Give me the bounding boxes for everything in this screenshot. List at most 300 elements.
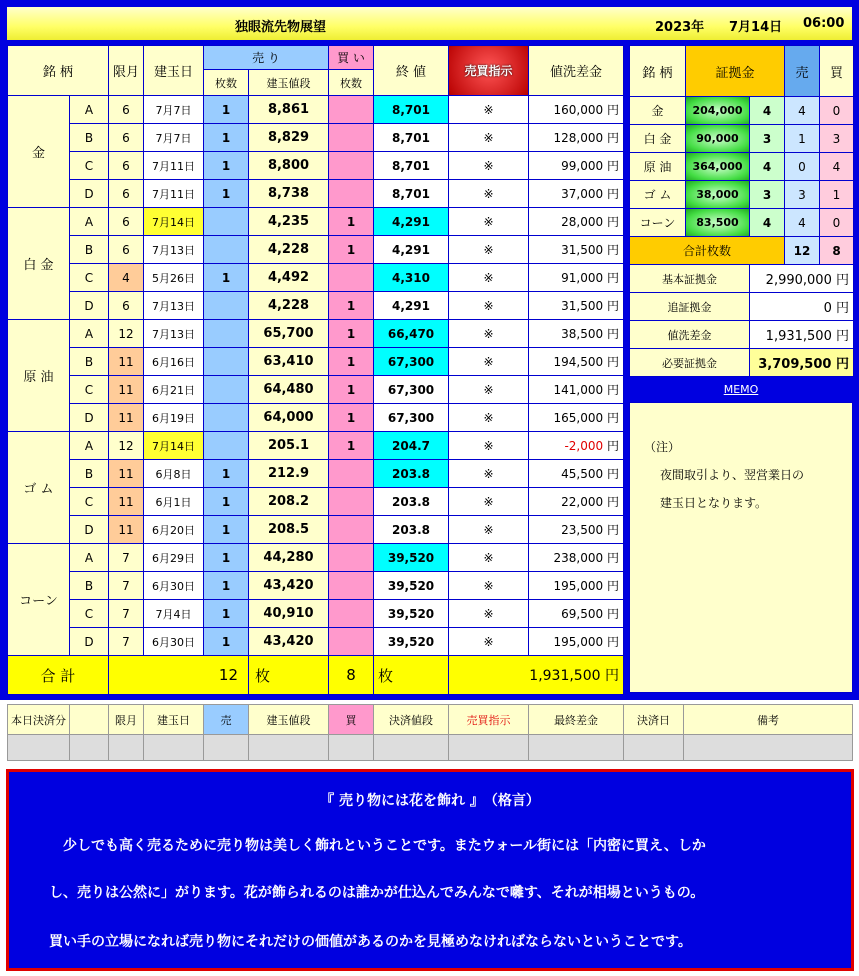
sell-qty-cell — [204, 208, 249, 236]
settlement-header: 買 — [329, 705, 374, 735]
slot-label: A — [70, 208, 109, 236]
gengetsu-cell: 6 — [109, 152, 144, 180]
positions-table — [7, 45, 624, 695]
yen-unit: 円 — [835, 357, 849, 372]
settlement-cell[interactable] — [249, 735, 329, 761]
gengetsu-cell: 11 — [109, 376, 144, 404]
gengetsu-cell: 7 — [109, 628, 144, 656]
price-cell: 65,700 — [249, 320, 329, 348]
sell-qty-cell — [204, 236, 249, 264]
side-count: 4 — [750, 153, 785, 181]
close-cell: 203.8 — [374, 488, 449, 516]
slot-label: B — [70, 460, 109, 488]
tategyokubi-cell: 7月7日 — [144, 124, 204, 152]
gengetsu-cell: 4 — [109, 264, 144, 292]
table-row — [8, 292, 624, 320]
table-row — [8, 376, 624, 404]
settlement-cell[interactable] — [624, 735, 684, 761]
side-commodity: ゴ ム — [630, 181, 686, 209]
col-header-maisu-sell: 枚数 — [204, 70, 249, 96]
side-header-uri: 売 — [785, 46, 820, 97]
gengetsu-cell: 7 — [109, 544, 144, 572]
col-header-tategyokubi: 建玉日 — [144, 46, 204, 96]
table-row — [8, 404, 624, 432]
yen-unit: 円 — [606, 411, 619, 425]
title-bar — [7, 7, 852, 40]
slot-label: D — [70, 516, 109, 544]
gengetsu-cell: 6 — [109, 124, 144, 152]
side-total-label: 合計枚数 — [630, 237, 785, 265]
tategyokubi-cell: 7月13日 — [144, 236, 204, 264]
sell-qty-cell: 1 — [204, 264, 249, 292]
gengetsu-cell: 7 — [109, 600, 144, 628]
kihon-label: 基本証拠金 — [630, 265, 750, 293]
side-margin-amount: 38,000 — [686, 181, 750, 209]
nearai-cell: 38,500 — [561, 327, 604, 341]
instruction-cell: ※ — [449, 292, 529, 320]
yen-unit: 円 — [835, 273, 849, 288]
slot-label: B — [70, 124, 109, 152]
nearai-cell: 160,000 — [553, 103, 604, 117]
memo-link[interactable]: MEMO — [723, 383, 759, 396]
buy-qty-cell: 1 — [329, 208, 374, 236]
sell-qty-cell — [204, 404, 249, 432]
col-header-owarine: 終 値 — [374, 46, 449, 96]
side-commodity: 原 油 — [630, 153, 686, 181]
yen-unit: 円 — [606, 215, 619, 229]
table-row — [8, 96, 624, 124]
sell-qty-cell: 1 — [204, 600, 249, 628]
sell-qty-cell: 1 — [204, 96, 249, 124]
side-row — [630, 181, 854, 209]
yen-unit: 円 — [606, 327, 619, 341]
yen-unit: 円 — [606, 131, 619, 145]
table-row — [8, 572, 624, 600]
gengetsu-cell: 11 — [109, 516, 144, 544]
instruction-cell: ※ — [449, 208, 529, 236]
slot-label: D — [70, 180, 109, 208]
sell-qty-cell — [204, 376, 249, 404]
side-sell: 3 — [785, 181, 820, 209]
nearai-cell: 194,500 — [553, 355, 604, 369]
settlement-cell[interactable] — [684, 735, 853, 761]
yen-unit: 円 — [606, 299, 619, 313]
price-cell: 212.9 — [249, 460, 329, 488]
table-row — [8, 152, 624, 180]
table-row — [8, 600, 624, 628]
slot-label: C — [70, 264, 109, 292]
tategyokubi-cell: 6月30日 — [144, 572, 204, 600]
proverb-box — [6, 769, 854, 971]
buy-qty-cell — [329, 124, 374, 152]
gengetsu-cell: 6 — [109, 180, 144, 208]
tategyokubi-cell: 6月21日 — [144, 376, 204, 404]
gengetsu-cell: 12 — [109, 320, 144, 348]
settlement-header: 限月 — [109, 705, 144, 735]
memo-line-1: 夜間取引より、翌営業日の — [660, 468, 805, 482]
col-header-uri: 売 り — [204, 46, 329, 70]
settlement-cell[interactable] — [529, 735, 624, 761]
nearai-value: 1,931,500 — [765, 329, 832, 344]
side-total-buy: 8 — [820, 237, 854, 265]
yen-unit: 円 — [835, 301, 849, 316]
tsui-label: 追証拠金 — [630, 293, 750, 321]
total-amount: 1,931,500 — [529, 668, 601, 684]
tsui-value: 0 — [823, 301, 832, 316]
settlement-cell[interactable] — [329, 735, 374, 761]
price-cell: 63,410 — [249, 348, 329, 376]
instruction-cell: ※ — [449, 124, 529, 152]
tategyokubi-cell: 7月7日 — [144, 96, 204, 124]
table-row — [8, 516, 624, 544]
slot-label: C — [70, 152, 109, 180]
gengetsu-cell: 7 — [109, 572, 144, 600]
buy-qty-cell — [329, 572, 374, 600]
tategyokubi-cell: 7月11日 — [144, 180, 204, 208]
slot-label: A — [70, 432, 109, 460]
yen-unit: 円 — [606, 523, 619, 537]
tategyokubi-cell: 6月16日 — [144, 348, 204, 376]
close-cell: 39,520 — [374, 572, 449, 600]
price-cell: 4,492 — [249, 264, 329, 292]
gengetsu-cell: 6 — [109, 208, 144, 236]
slot-label: A — [70, 96, 109, 124]
buy-qty-cell: 1 — [329, 348, 374, 376]
col-header-meigara: 銘 柄 — [8, 46, 109, 96]
side-header-shokokin: 証拠金 — [686, 46, 785, 97]
proverb-line-1: 少しでも高く売るために売り物は美しく飾れということです。またウォール街には「内密に買え、しか — [63, 838, 706, 854]
price-cell: 205.1 — [249, 432, 329, 460]
table-row — [8, 264, 624, 292]
buy-qty-cell: 1 — [329, 432, 374, 460]
nearai-cell: 45,500 — [561, 467, 604, 481]
close-cell: 8,701 — [374, 124, 449, 152]
memo-note-label: （注） — [644, 440, 681, 454]
settlement-header: 建玉値段 — [249, 705, 329, 735]
gengetsu-cell: 6 — [109, 292, 144, 320]
sell-qty-cell: 1 — [204, 572, 249, 600]
instruction-cell: ※ — [449, 544, 529, 572]
settlement-header: 売買指示 — [449, 705, 529, 735]
side-sell: 0 — [785, 153, 820, 181]
side-buy: 1 — [820, 181, 854, 209]
sell-qty-cell: 1 — [204, 488, 249, 516]
slot-label: D — [70, 404, 109, 432]
side-total-sell: 12 — [785, 237, 820, 265]
memo-box — [629, 402, 853, 693]
hitsuyo-value: 3,709,500 — [758, 357, 832, 372]
page-title: 独眼流先物展望 — [235, 20, 327, 35]
instruction-cell: ※ — [449, 96, 529, 124]
total-buy-unit: 枚 — [374, 656, 449, 695]
gengetsu-cell: 11 — [109, 488, 144, 516]
col-header-tategyoku-nedan: 建玉値段 — [249, 70, 329, 96]
slot-label: B — [70, 348, 109, 376]
price-cell: 208.2 — [249, 488, 329, 516]
yen-unit: 円 — [606, 579, 619, 593]
nearai-cell: 91,000 — [561, 271, 604, 285]
yen-unit: 円 — [606, 187, 619, 201]
header-year: 2023年 — [655, 20, 705, 35]
tategyokubi-cell: 7月11日 — [144, 152, 204, 180]
side-row — [630, 153, 854, 181]
close-cell: 8,701 — [374, 152, 449, 180]
col-header-kai: 買 い — [329, 46, 374, 70]
close-cell: 8,701 — [374, 180, 449, 208]
sell-qty-cell — [204, 292, 249, 320]
slot-label: A — [70, 320, 109, 348]
sell-qty-cell: 1 — [204, 544, 249, 572]
commodity-name: ゴ ム — [8, 432, 70, 544]
slot-label: C — [70, 600, 109, 628]
side-sell: 1 — [785, 125, 820, 153]
close-cell: 67,300 — [374, 404, 449, 432]
settlement-cell[interactable] — [204, 735, 249, 761]
yen-unit: 円 — [606, 271, 619, 285]
instruction-cell: ※ — [449, 236, 529, 264]
close-cell: 4,310 — [374, 264, 449, 292]
buy-qty-cell: 1 — [329, 404, 374, 432]
sell-qty-cell: 1 — [204, 152, 249, 180]
tategyokubi-cell: 7月13日 — [144, 292, 204, 320]
yen-unit: 円 — [606, 159, 619, 173]
table-row — [8, 488, 624, 516]
gengetsu-cell: 11 — [109, 404, 144, 432]
memo-line-2: 建玉日となります。 — [660, 496, 768, 510]
side-commodity: コーン — [630, 209, 686, 237]
kihon-value: 2,990,000 — [765, 273, 832, 288]
price-cell: 208.5 — [249, 516, 329, 544]
side-count: 3 — [750, 125, 785, 153]
settlement-cell[interactable] — [109, 735, 144, 761]
side-margin-amount: 90,000 — [686, 125, 750, 153]
buy-qty-cell: 1 — [329, 376, 374, 404]
price-cell: 4,228 — [249, 292, 329, 320]
commodity-name: 原 油 — [8, 320, 70, 432]
gengetsu-cell: 6 — [109, 96, 144, 124]
side-count: 4 — [750, 97, 785, 125]
side-count: 4 — [750, 209, 785, 237]
instruction-cell: ※ — [449, 488, 529, 516]
col-header-maisu-buy: 枚数 — [329, 70, 374, 96]
price-cell: 43,420 — [249, 572, 329, 600]
sell-qty-cell — [204, 320, 249, 348]
yen-unit: 円 — [606, 607, 619, 621]
yen-unit: 円 — [606, 355, 619, 369]
instruction-cell: ※ — [449, 600, 529, 628]
close-cell: 204.7 — [374, 432, 449, 460]
total-label: 合 計 — [8, 656, 109, 695]
tategyokubi-cell: 7月4日 — [144, 600, 204, 628]
yen-unit: 円 — [606, 243, 619, 257]
table-row — [8, 236, 624, 264]
settlement-header: 売 — [204, 705, 249, 735]
table-row — [8, 348, 624, 376]
settlement-header: 決済値段 — [374, 705, 449, 735]
instruction-cell: ※ — [449, 152, 529, 180]
instruction-cell: ※ — [449, 460, 529, 488]
buy-qty-cell — [329, 264, 374, 292]
yen-unit: 円 — [606, 635, 619, 649]
settlement-header: 決済日 — [624, 705, 684, 735]
settlement-table — [7, 704, 853, 761]
close-cell: 203.8 — [374, 516, 449, 544]
nearai-cell: 141,000 — [553, 383, 604, 397]
slot-label: B — [70, 572, 109, 600]
side-row — [630, 209, 854, 237]
price-cell: 64,480 — [249, 376, 329, 404]
instruction-cell: ※ — [449, 516, 529, 544]
header-time: 06:00 — [803, 16, 845, 31]
side-commodity: 白 金 — [630, 125, 686, 153]
settlement-header: 備考 — [684, 705, 853, 735]
side-row — [630, 125, 854, 153]
settlement-header: 最終差金 — [529, 705, 624, 735]
side-header-meigara: 銘 柄 — [630, 46, 686, 97]
nearai-cell: 69,500 — [561, 607, 604, 621]
yen-unit: 円 — [835, 329, 849, 344]
table-row — [8, 320, 624, 348]
gengetsu-cell: 6 — [109, 236, 144, 264]
nearai-cell: 99,000 — [561, 159, 604, 173]
buy-qty-cell: 1 — [329, 236, 374, 264]
instruction-cell: ※ — [449, 376, 529, 404]
settlement-cell[interactable] — [374, 735, 449, 761]
sell-qty-cell: 1 — [204, 124, 249, 152]
instruction-cell: ※ — [449, 180, 529, 208]
price-cell: 4,228 — [249, 236, 329, 264]
side-margin-amount: 204,000 — [686, 97, 750, 125]
tategyokubi-cell: 5月26日 — [144, 264, 204, 292]
buy-qty-cell: 1 — [329, 320, 374, 348]
col-header-gengetsu: 限月 — [109, 46, 144, 96]
table-row — [8, 180, 624, 208]
buy-qty-cell — [329, 180, 374, 208]
header-date: 7月14日 — [729, 20, 783, 35]
gengetsu-cell: 11 — [109, 348, 144, 376]
close-cell: 4,291 — [374, 236, 449, 264]
slot-label: A — [70, 544, 109, 572]
tategyokubi-cell: 7月14日 — [144, 432, 204, 460]
total-sell: 12 — [109, 656, 249, 695]
settlement-header: 本日決済分 — [8, 705, 70, 735]
close-cell: 66,470 — [374, 320, 449, 348]
buy-qty-cell — [329, 600, 374, 628]
table-row — [8, 460, 624, 488]
sell-qty-cell: 1 — [204, 180, 249, 208]
slot-label: B — [70, 236, 109, 264]
close-cell: 67,300 — [374, 376, 449, 404]
table-row — [8, 124, 624, 152]
sell-qty-cell: 1 — [204, 628, 249, 656]
settlement-cell[interactable] — [8, 735, 70, 761]
instruction-cell: ※ — [449, 320, 529, 348]
price-cell: 8,738 — [249, 180, 329, 208]
settlement-cell[interactable] — [449, 735, 529, 761]
nearai-cell: 31,500 — [561, 299, 604, 313]
tategyokubi-cell: 6月8日 — [144, 460, 204, 488]
yen-unit: 円 — [606, 439, 619, 453]
nearai-cell: 128,000 — [553, 131, 604, 145]
side-buy: 0 — [820, 209, 854, 237]
table-row — [8, 544, 624, 572]
settlement-cell[interactable] — [70, 735, 109, 761]
buy-qty-cell: 1 — [329, 292, 374, 320]
table-row — [8, 628, 624, 656]
total-yen: 円 — [605, 668, 619, 684]
side-commodity: 金 — [630, 97, 686, 125]
instruction-cell: ※ — [449, 348, 529, 376]
tategyokubi-cell: 6月20日 — [144, 516, 204, 544]
price-cell: 44,280 — [249, 544, 329, 572]
gengetsu-cell: 12 — [109, 432, 144, 460]
side-buy: 4 — [820, 153, 854, 181]
close-cell: 67,300 — [374, 348, 449, 376]
buy-qty-cell — [329, 152, 374, 180]
tategyokubi-cell: 7月13日 — [144, 320, 204, 348]
proverb-title: 『 売り物には花を飾れ 』 （格言） — [320, 793, 540, 809]
nearai-cell: 37,000 — [561, 187, 604, 201]
side-margin-amount: 83,500 — [686, 209, 750, 237]
slot-label: D — [70, 628, 109, 656]
total-buy: 8 — [329, 656, 374, 695]
commodity-name: 白 金 — [8, 208, 70, 320]
total-sell-unit: 枚 — [249, 656, 329, 695]
yen-unit: 円 — [606, 467, 619, 481]
nearai-cell: 165,000 — [553, 411, 604, 425]
sell-qty-cell: 1 — [204, 460, 249, 488]
price-cell: 8,800 — [249, 152, 329, 180]
slot-label: D — [70, 292, 109, 320]
nearai-cell: 22,000 — [561, 495, 604, 509]
nearai-cell: 28,000 — [561, 215, 604, 229]
side-sell: 4 — [785, 209, 820, 237]
side-row — [630, 97, 854, 125]
buy-qty-cell — [329, 544, 374, 572]
close-cell: 8,701 — [374, 96, 449, 124]
yen-unit: 円 — [606, 383, 619, 397]
nearai-cell: 31,500 — [561, 243, 604, 257]
proverb-line-2: し、売りは公然に」がります。花が飾られるのは誰かが仕込んでみんなで囃す、それが相場というもの。 — [49, 885, 705, 901]
buy-qty-cell — [329, 516, 374, 544]
nearai-cell: 238,000 — [553, 551, 604, 565]
nearai-cell: 195,000 — [553, 579, 604, 593]
price-cell: 64,000 — [249, 404, 329, 432]
yen-unit: 円 — [606, 103, 619, 117]
col-header-baibai: 売買指示 — [449, 46, 529, 96]
buy-qty-cell — [329, 488, 374, 516]
buy-qty-cell — [329, 96, 374, 124]
commodity-name: コーン — [8, 544, 70, 656]
price-cell: 43,420 — [249, 628, 329, 656]
slot-label: C — [70, 488, 109, 516]
settlement-cell[interactable] — [144, 735, 204, 761]
table-row — [8, 208, 624, 236]
tategyokubi-cell: 6月29日 — [144, 544, 204, 572]
instruction-cell: ※ — [449, 572, 529, 600]
buy-qty-cell — [329, 460, 374, 488]
sell-qty-cell: 1 — [204, 516, 249, 544]
side-buy: 0 — [820, 97, 854, 125]
close-cell: 39,520 — [374, 600, 449, 628]
tategyokubi-cell: 6月30日 — [144, 628, 204, 656]
hitsuyo-label: 必要証拠金 — [630, 349, 750, 377]
yen-unit: 円 — [606, 551, 619, 565]
proverb-line-3: 買い手の立場になれば売り物にそれだけの価値があるのかを見極めなければならないということです。 — [49, 934, 692, 950]
buy-qty-cell — [329, 628, 374, 656]
close-cell: 203.8 — [374, 460, 449, 488]
tategyokubi-cell: 6月1日 — [144, 488, 204, 516]
